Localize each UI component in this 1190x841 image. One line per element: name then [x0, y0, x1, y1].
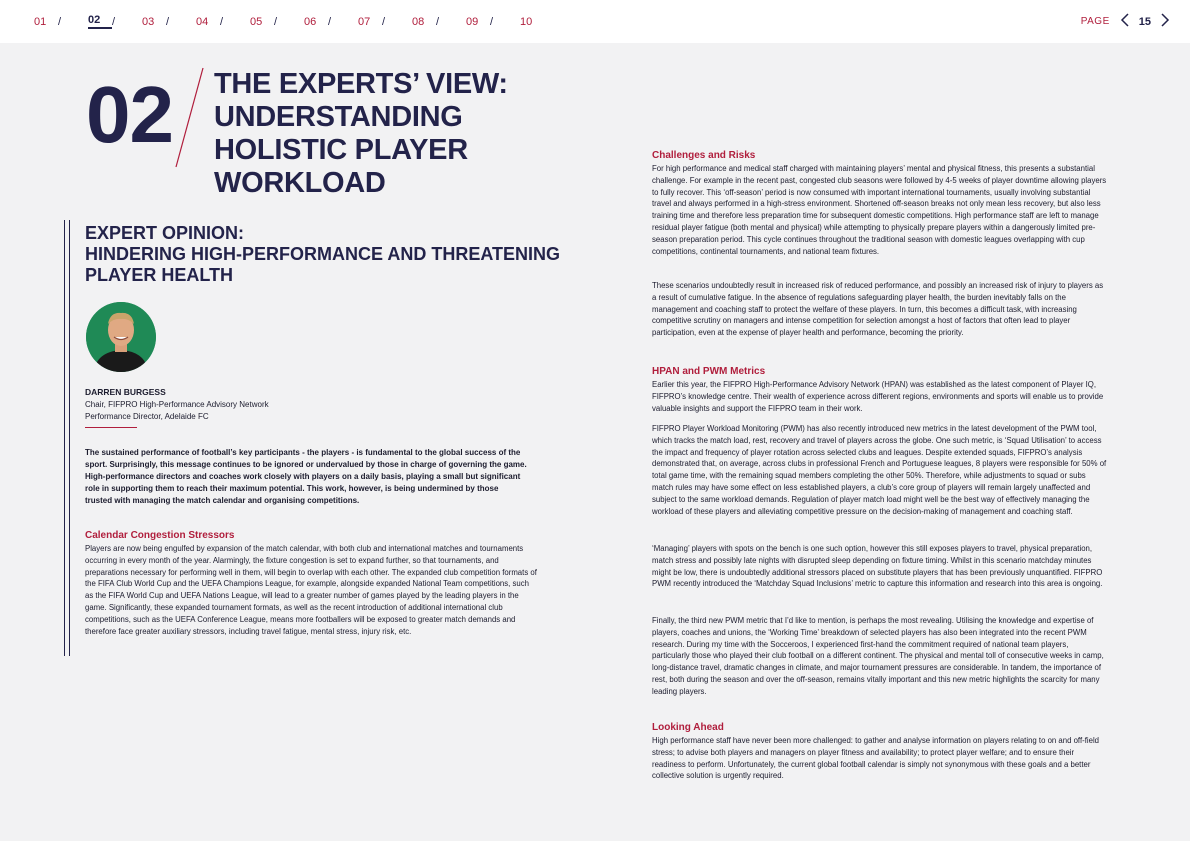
- chevron-left-icon[interactable]: [1120, 13, 1130, 30]
- intro-paragraph: The sustained performance of football’s key participants - the players - is fundamental to the global success of the sport. Surprisingly, this message continues to be ignored or undervalued by those in charge of governing the game. High-performance directors and coaches work closely with players on a daily basis, playing a small but significant role in supporting them to reach their maximum potential. This work, however, is being undermined by those trusted with managing the match calendar and organising competitions.: [85, 448, 527, 505]
- page-label: PAGE: [1080, 16, 1110, 27]
- nav-item-10[interactable]: 10: [520, 15, 533, 28]
- nav-separator: /: [274, 15, 278, 28]
- nav-separator: /: [166, 15, 170, 28]
- expert-role-chair: Chair, FIFPRO High-Performance Advisory Network: [85, 400, 269, 409]
- chapter-title-line: UNDERSTANDING: [214, 101, 463, 133]
- expert-heading-line: PLAYER HEALTH: [85, 265, 234, 285]
- nav-separator: /: [58, 15, 62, 28]
- challenges-heading: Challenges and Risks: [652, 150, 756, 161]
- nav-separator: /: [436, 15, 440, 28]
- hpan-paragraph-4: Finally, the third new PWM metric that I’d like to mention, is perhaps the most revealing. Utilising the knowledge and expertise of players, coaches and unions, the ‘Working Time’ breakdown of selected players has also been integrated into the recent PWM research. During my time with the Socceroos, I experienced first-hand the commitment required of national team players, particularly those who played their club football on a different continent. The physical and mental toll of consecutive weeks in camp, long-distance travel, dramatic changes in climate, and major tournament pressures are considerable. In tandem, the importance of rest, both during the season and over the off-season, remains vitally important and this new metric highlights the scarcity for many leading players.: [652, 616, 1104, 696]
- nav-item-05[interactable]: 05: [250, 15, 263, 28]
- avatar: [86, 302, 156, 372]
- looking-ahead-body: High performance staff have never been more challenged: to gather and analyse information on players relating to on and off-field stress; to advise both players and managers on player fitness and availability; to protect player welfare; and to ensure their readiness to perform. Unfortunately, the current global football calendar is simply not synonymous with these goals and a better collective solution is urgently required.: [652, 736, 1100, 781]
- chapter-title-line: WORKLOAD: [214, 167, 386, 199]
- expert-role-director: Performance Director, Adelaide FC: [85, 412, 209, 421]
- nav-separator: /: [112, 15, 116, 28]
- challenges-paragraph-2: These scenarios undoubtedly result in increased risk of reduced performance, and possibly an increased risk of injury to players as a result of cumulative fatigue. In the absence of regulations safeguarding player health, the burden inevitably falls on the management and coaching staff to protect the welfare of these players. In turn, this becomes a difficult task, with increasing competitive scrutiny on managers and intense competition for selection amongst a host of factors that often lead to player participation, even at the expense of player health and performance, becoming the priority.: [652, 281, 1104, 338]
- nav-separator: /: [382, 15, 386, 28]
- name-underline: [85, 427, 137, 428]
- nav-item-06[interactable]: 06: [304, 15, 317, 28]
- nav-item-09[interactable]: 09: [466, 15, 479, 28]
- left-column-rule: [64, 220, 70, 656]
- nav-separator: /: [490, 15, 494, 28]
- chapter-nav: [34, 14, 544, 29]
- page-indicator: [1081, 13, 1170, 30]
- expert-name: DARREN BURGESS: [85, 387, 166, 397]
- hpan-paragraph-1: Earlier this year, the FIFPRO High-Performance Advisory Network (HPAN) was established as the latest component of Player IQ, FIFPRO’s knowledge centre. Their wealth of experience across different regions, environments and sports will enable us to provide valuable insights and support the FIFPRO team in their work.: [652, 380, 1104, 413]
- challenges-paragraph-1: For high performance and medical staff charged with maintaining players’ mental and physical fitness, this presents a substantial challenge. For example in the recent past, congested club seasons were followed by 4-5 weeks of player downtime allowing players to fully recover. This ‘off-season’ period is now consumed with important international tournaments, usually involving substantial travel and always performed in a high-stress environment. Shortened off-season breaks not only mean less recovery, but also less training time and therefore less preparation time for subsequent domestic competitions. High performance staff are left to manage residual player fatigue (both mental and physical) while attempting to physically prepare players within a dangerously limited pre-season preparation period. This cycle continues throughout the traditional season with domestic leagues overlapping with cup competitions, continental tournaments, and national team fixtures.: [652, 164, 1107, 256]
- nav-item-03[interactable]: 03: [142, 15, 155, 28]
- hpan-paragraph-3: ‘Managing’ players with spots on the bench is one such option, however this still exposes players to travel, physical preparation, match stress and possibly late nights with disrupted sleep depending on fixture timing. Whilst in this scenario matchday minutes might be low, there is undoubtedly additional stressors placed on substitute players that has been previously unquantified. FIFPRO PWM recently introduced the ‘Matchday Squad Inclusions’ metric to capture this information and research into this area is ongoing.: [652, 544, 1103, 589]
- nav-item-08[interactable]: 08: [412, 15, 425, 28]
- divider-slash: [170, 66, 206, 170]
- nav-separator: /: [220, 15, 224, 28]
- chapter-title: [214, 68, 508, 200]
- nav-item-04[interactable]: 04: [196, 15, 209, 28]
- looking-ahead-heading: Looking Ahead: [652, 722, 724, 733]
- chapter-title-line: HOLISTIC PLAYER: [214, 134, 468, 166]
- calendar-heading: Calendar Congestion Stressors: [85, 530, 235, 541]
- hpan-paragraph-2: FIFPRO Player Workload Monitoring (PWM) has also recently introduced new metrics in the latest development of the PWM tool, which tracks the match load, rest, recovery and travel of players across the globe. One such metric, is ‘Squad Utilisation’ to access the impact and frequency of player rotation across selected clubs and leagues. Despite extended squads, FIFPRO’s analysis demonstrated that, on average, across clubs in professional French and Portuguese leagues, 8 players were responsible for 50% of total game time, with the remaining squad members completing the other 50%. Therefore, while adjustments to squad or subs match rules may have some effect on less established players, a club’s core group of players will remain largely unaffected and subject to the same workload demands. Regulation of player match load might well be the best way of effectively managing the workload of these players and alleviating competitive pressure on the decision-making of management and coaching staff.: [652, 424, 1107, 516]
- nav-item-01[interactable]: 01: [34, 15, 47, 28]
- top-navigation-bar: [0, 0, 1190, 43]
- expert-opinion-heading: [85, 223, 560, 286]
- page-number: 15: [1138, 15, 1151, 28]
- calendar-body: Players are now being engulfed by expansion of the match calendar, with both club and international matches and tournaments occurring in every month of the year. Alarmingly, the fixture congestion is set to expand further, so that tournaments, and preparations necessary for performing well in them, will begin to overlap with each other. The expanded club competition formats of the FIFA Club World Cup and the UEFA Champions League, for example, alongside expanded National Team competitions, such as the FIFA World Cup and UEFA Nations League, will lead to a greater number of games played by the leading players in the game. Significantly, these expanded tournament formats, as well as the recent introduction of additional international club competitions, such as the UEFA Conference League, means more footballers will be exposed to greater match demands and therefore face greater auxiliary stressors, including travel fatigue, mental stress, injury risk, etc.: [85, 544, 537, 636]
- expert-heading-line: EXPERT OPINION:: [85, 223, 245, 243]
- nav-separator: /: [328, 15, 332, 28]
- nav-item-07[interactable]: 07: [358, 15, 371, 28]
- hpan-heading: HPAN and PWM Metrics: [652, 366, 766, 377]
- expert-heading-line: HINDERING HIGH-PERFORMANCE AND THREATENING: [85, 244, 560, 264]
- chevron-right-icon[interactable]: [1160, 13, 1170, 30]
- chapter-number: 02: [86, 70, 173, 159]
- nav-item-02[interactable]: 02: [88, 14, 112, 29]
- chapter-title-line: THE EXPERTS’ VIEW:: [214, 68, 508, 100]
